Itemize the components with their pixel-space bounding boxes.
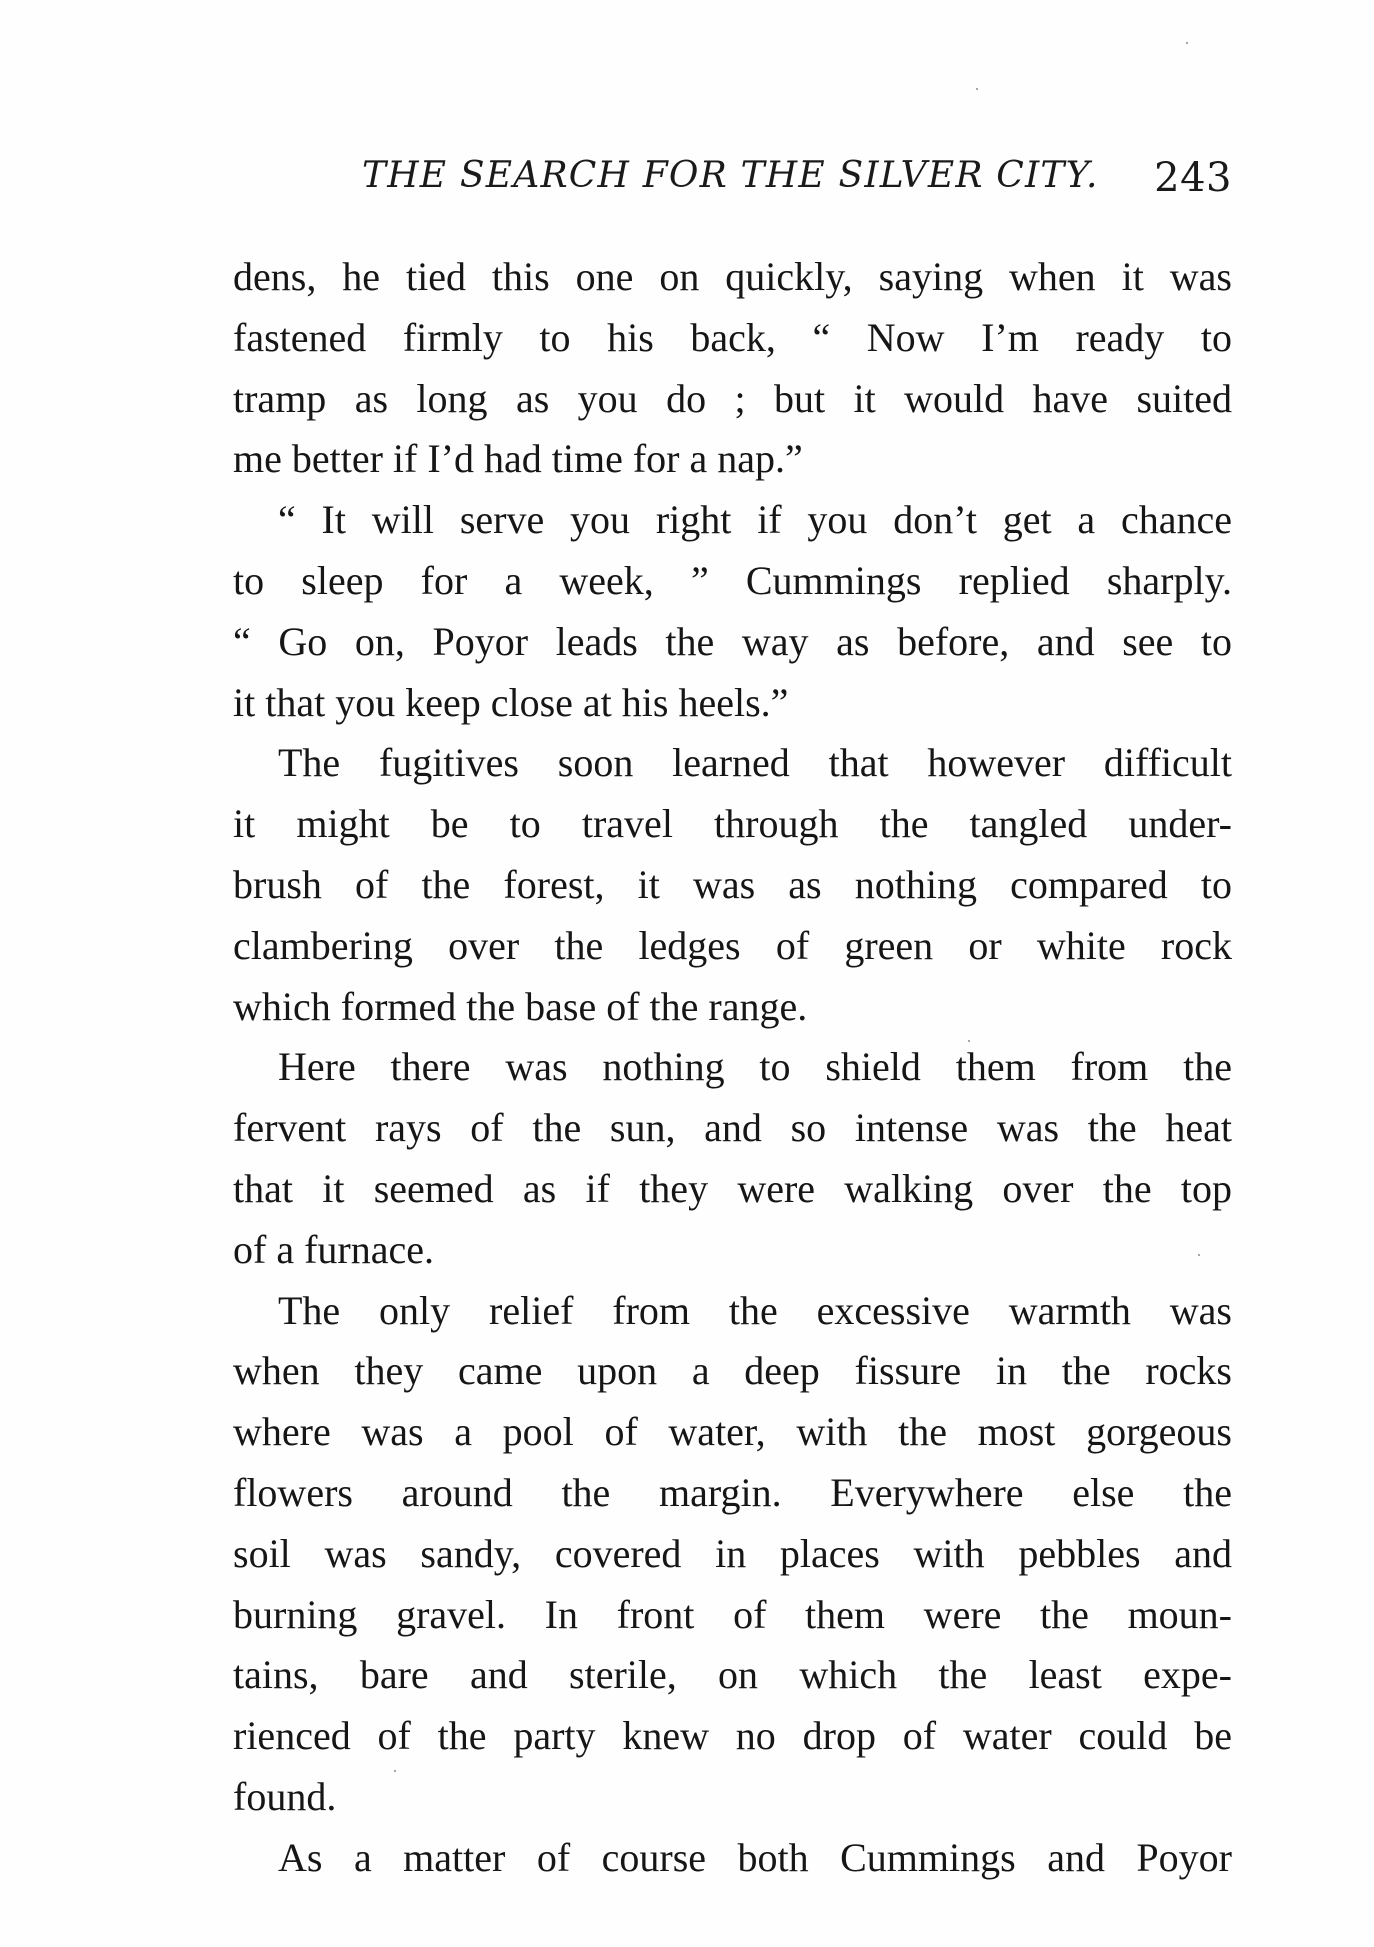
text-line: where was a pool of water, with the most gorgeous: [233, 1409, 1232, 1455]
paragraph-2: [233, 490, 1232, 733]
text-line: dens, he tied this one on quickly, saying when it was: [233, 254, 1232, 299]
text-line: to sleep for a week, ” Cummings replied sharply.: [233, 557, 1232, 603]
text-line: found.: [233, 1773, 337, 1819]
text-line: The fugitives soon learned that however difficult: [278, 740, 1232, 786]
text-line: “ Go on, Poyor leads the way as before, and see to: [233, 618, 1232, 664]
text-line: me better if I’d had time for a nap.”: [233, 436, 803, 482]
text-line: when they came upon a deep fissure in the rocks: [233, 1348, 1232, 1394]
body-text: [233, 247, 1232, 1889]
text-line: fastened firmly to his back, “ Now I’m ready to: [233, 314, 1232, 360]
paper-speck: [968, 1040, 970, 1042]
text-line: brush of the forest, it was as nothing compared to: [233, 861, 1232, 907]
text-line: flowers around the margin. Everywhere else the: [233, 1469, 1232, 1515]
paper-speck: [976, 88, 978, 90]
paper-speck: [1186, 42, 1188, 44]
running-title: THE SEARCH FOR THE SILVER CITY.: [362, 155, 1099, 196]
text-line: Here there was nothing to shield them from the: [278, 1044, 1232, 1090]
text-line: “ It will serve you right if you don’t get a chance: [278, 497, 1232, 543]
text-line: it might be to travel through the tangled under-: [233, 801, 1232, 847]
text-line: burning gravel. In front of them were the moun-: [233, 1591, 1232, 1637]
paragraph-3: [233, 733, 1232, 1037]
text-line: tains, bare and sterile, on which the least expe-: [233, 1652, 1232, 1698]
text-line: soil was sandy, covered in places with pebbles and: [233, 1530, 1232, 1576]
text-line: of a furnace.: [233, 1226, 434, 1272]
paper-speck: [394, 1770, 396, 1772]
running-head: [362, 155, 1232, 215]
text-line: which formed the base of the range.: [233, 983, 808, 1029]
text-line: fervent rays of the sun, and so intense was the heat: [233, 1105, 1232, 1151]
paper-speck: [1198, 1254, 1200, 1256]
paragraph-1: [233, 247, 1232, 490]
text-line: clambering over the ledges of green or white rock: [233, 922, 1232, 968]
paragraph-4: [233, 1037, 1232, 1280]
text-line: The only relief from the excessive warmth was: [278, 1287, 1232, 1333]
text-line: rienced of the party knew no drop of water could be: [233, 1713, 1232, 1759]
paragraph-6: [233, 1828, 1232, 1889]
text-line: As a matter of course both Cummings and Poyor: [278, 1834, 1232, 1880]
text-line: tramp as long as you do ; but it would have suited: [233, 375, 1232, 421]
text-line: it that you keep close at his heels.”: [233, 679, 789, 725]
text-line: that it seemed as if they were walking over the top: [233, 1165, 1232, 1211]
paragraph-5: [233, 1281, 1232, 1828]
page-number: 243: [1154, 155, 1232, 201]
